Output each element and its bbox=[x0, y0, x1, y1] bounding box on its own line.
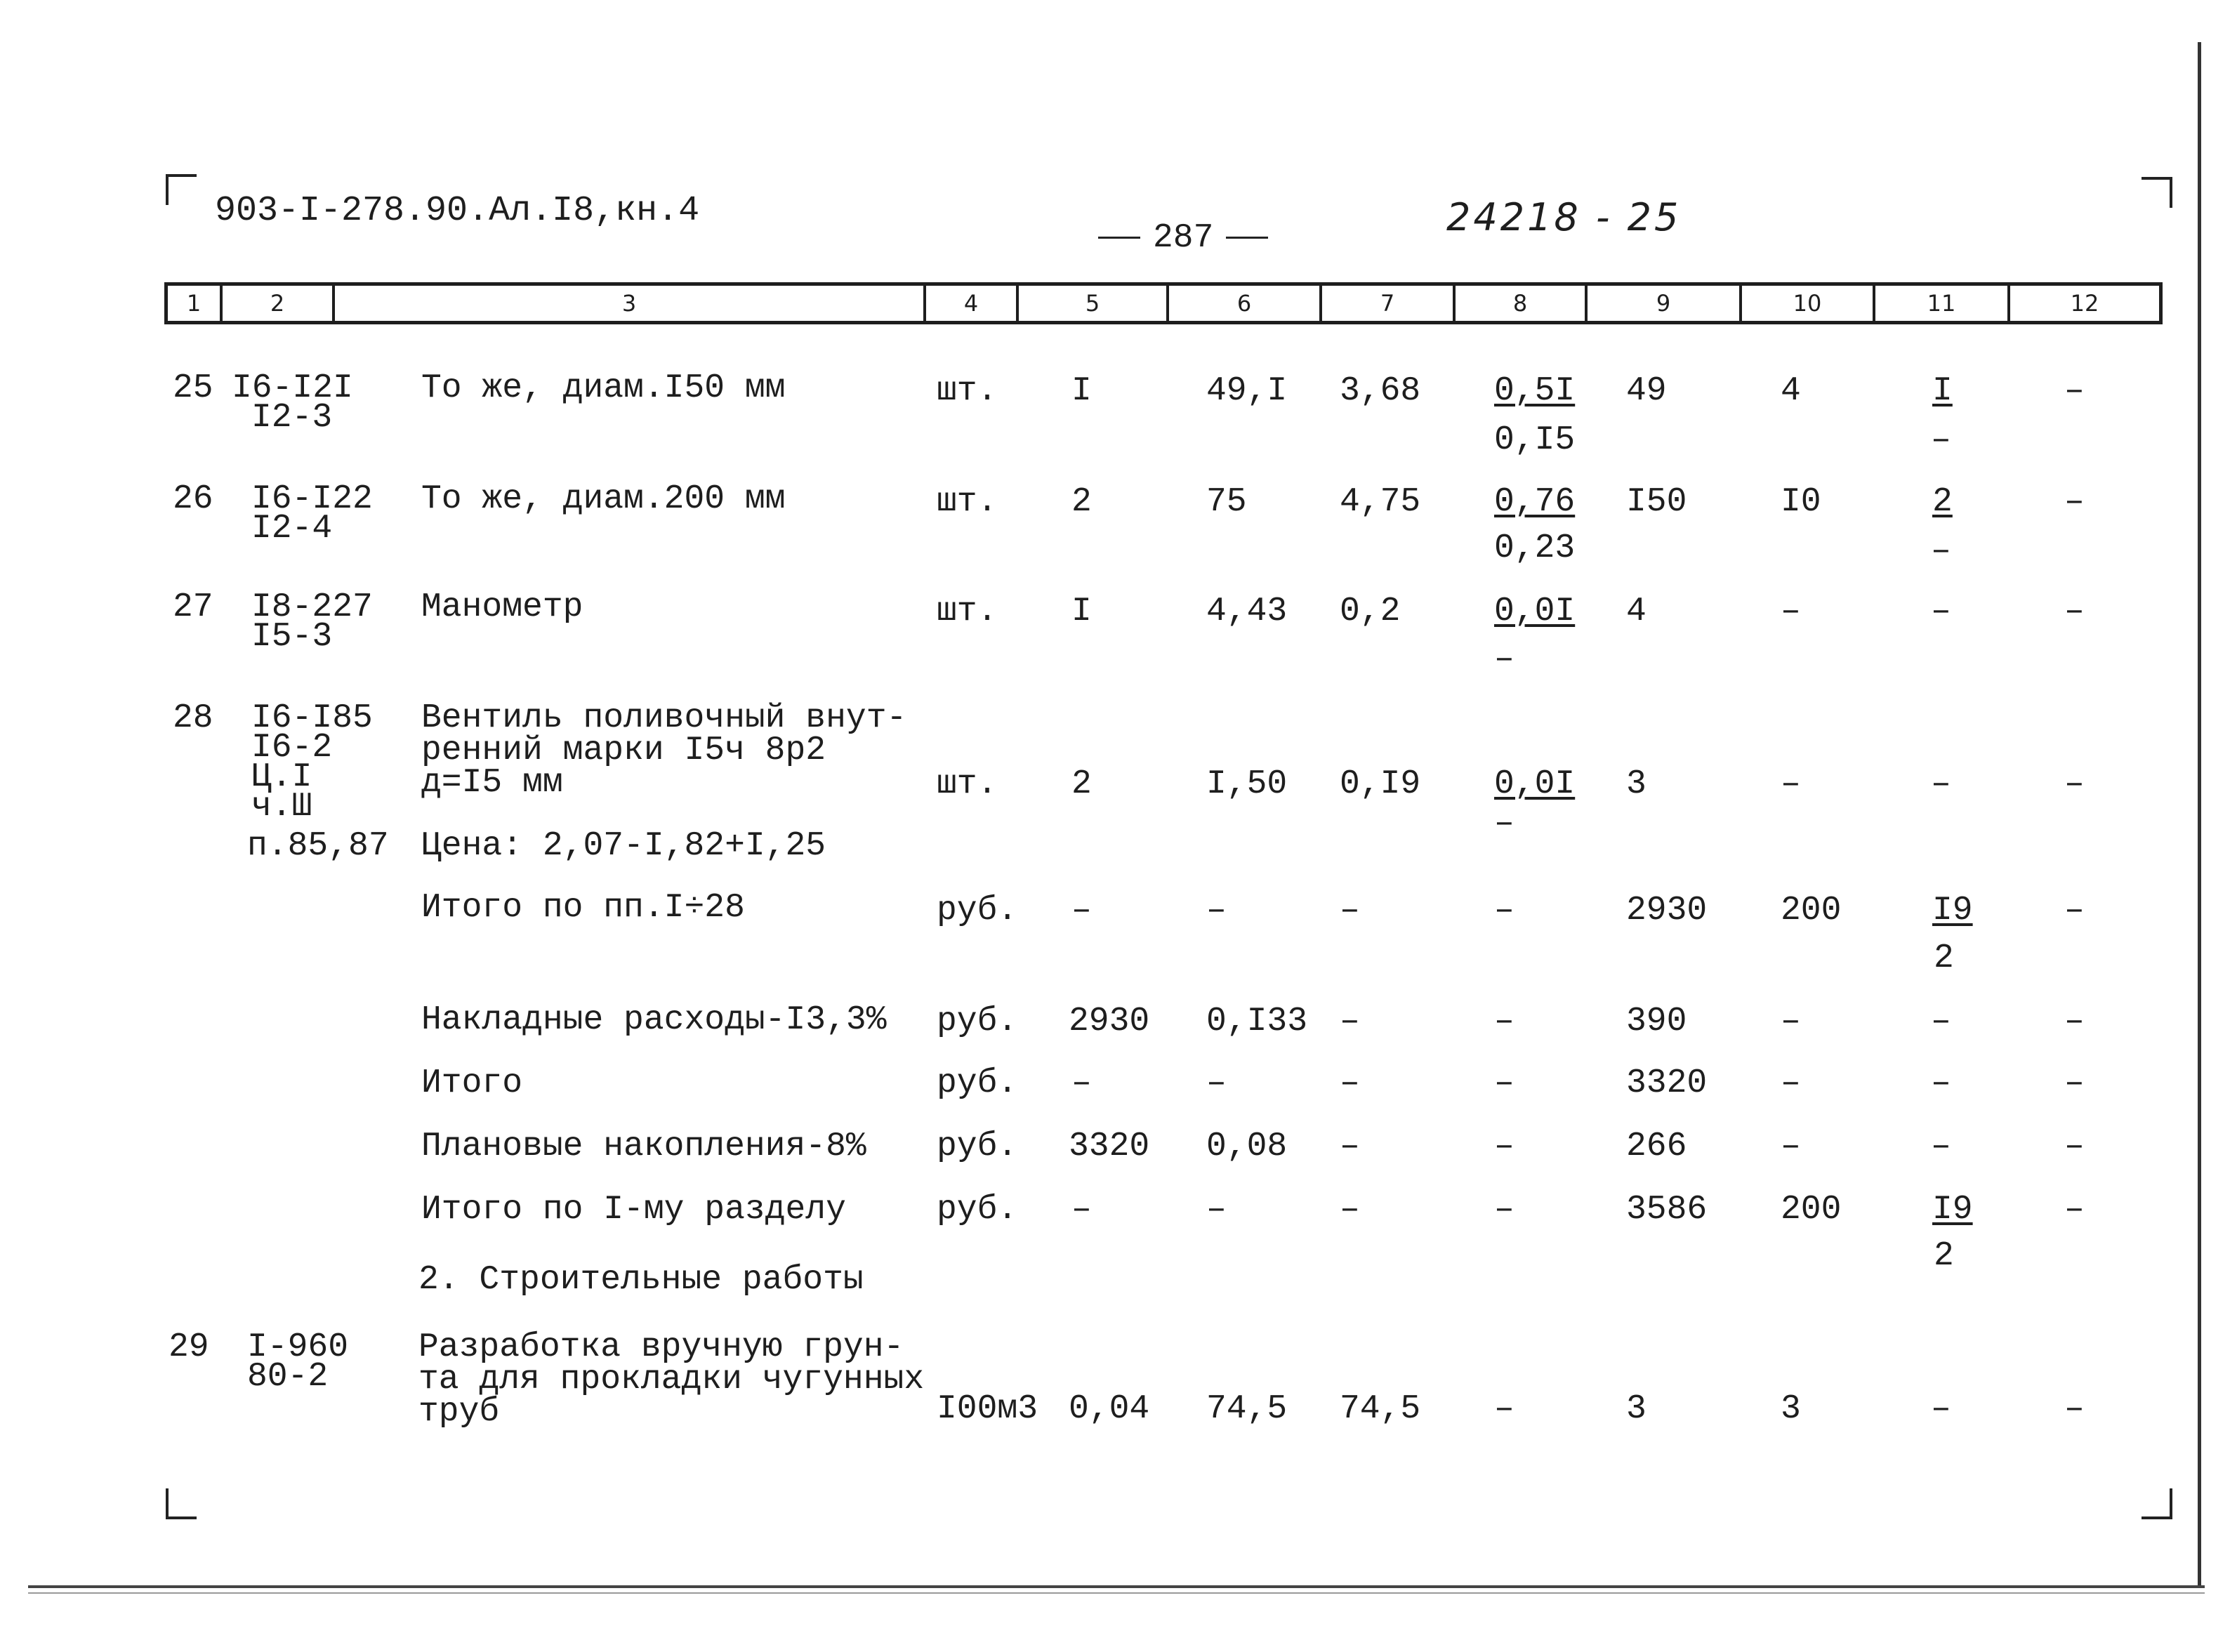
bottom-rule-thin bbox=[28, 1592, 2205, 1594]
col12-value: – bbox=[2064, 1191, 2085, 1229]
corner-mark-bottom-right bbox=[2142, 1488, 2172, 1519]
col7-value: 74,5 bbox=[1340, 1390, 1421, 1428]
col9-value: I50 bbox=[1626, 483, 1687, 521]
page-number-dash-left bbox=[1098, 237, 1140, 239]
col6-value: – bbox=[1206, 892, 1227, 930]
col5-value: – bbox=[1071, 892, 1092, 930]
col8-value: – bbox=[1494, 1003, 1515, 1040]
col7-value: – bbox=[1340, 1128, 1360, 1165]
row-number: 29 bbox=[169, 1328, 209, 1366]
col10-value: 3 bbox=[1781, 1390, 1801, 1428]
column-header-11: 11 bbox=[1875, 286, 2010, 321]
col9-value: 4 bbox=[1626, 593, 1647, 630]
column-header-9: 9 bbox=[1588, 286, 1742, 321]
unit: шт. bbox=[937, 593, 998, 630]
summary-name: Итого bbox=[421, 1064, 523, 1102]
item-name: Вентиль поливочный внут- bbox=[421, 699, 907, 737]
col7-value: – bbox=[1340, 1064, 1360, 1102]
col7-value: – bbox=[1340, 1191, 1360, 1229]
col5-value: – bbox=[1071, 1064, 1092, 1102]
col6-value: I,50 bbox=[1206, 765, 1288, 803]
norm-code: п.85,87 bbox=[247, 827, 389, 865]
col8-value: – bbox=[1494, 1064, 1515, 1102]
item-price: Цена: 2,07-I,82+I,25 bbox=[421, 827, 826, 865]
col11-value-top: I9 bbox=[1932, 892, 1973, 930]
col8-value-bottom: 0,I5 bbox=[1494, 421, 1576, 459]
column-header-3: 3 bbox=[335, 286, 926, 321]
col11-value-bottom: – bbox=[1931, 421, 1951, 459]
col9-value: 3 bbox=[1626, 765, 1647, 803]
col7-value: 3,68 bbox=[1340, 372, 1421, 410]
summary-name: Итого по пп.I÷28 bbox=[421, 889, 745, 927]
col8-value-top: 0,0I bbox=[1494, 593, 1576, 630]
item-name: труб bbox=[418, 1393, 500, 1431]
col11-value: – bbox=[1931, 765, 1951, 803]
quantity: 2 bbox=[1071, 483, 1092, 521]
column-header-7: 7 bbox=[1322, 286, 1456, 321]
section-title: 2. Строительные работы bbox=[418, 1261, 864, 1299]
unit: шт. bbox=[937, 372, 998, 410]
col12-value: – bbox=[2064, 1390, 2085, 1428]
col10-value: – bbox=[1781, 1128, 1801, 1165]
col6-value: 0,I33 bbox=[1206, 1003, 1308, 1040]
col6-value: 75 bbox=[1206, 483, 1247, 521]
item-name: То же, диам.I50 мм bbox=[421, 369, 786, 407]
col8-value-top: 0,5I bbox=[1494, 372, 1576, 410]
col8-value: – bbox=[1494, 892, 1515, 930]
col7-value: 4,75 bbox=[1340, 483, 1421, 521]
col12-value: – bbox=[2064, 372, 2085, 410]
row-number: 25 bbox=[173, 369, 213, 407]
col8-value-bottom: – bbox=[1494, 640, 1515, 678]
col10-value: – bbox=[1781, 765, 1801, 803]
col11-value: – bbox=[1931, 1128, 1951, 1165]
norm-code: 80-2 bbox=[247, 1358, 329, 1396]
page-number bbox=[1085, 219, 1281, 257]
column-header-8: 8 bbox=[1456, 286, 1588, 321]
quantity: 2 bbox=[1071, 765, 1092, 803]
row-number: 27 bbox=[173, 588, 213, 626]
item-name: та для прокладки чугунных bbox=[418, 1361, 925, 1399]
column-header-10: 10 bbox=[1742, 286, 1875, 321]
col11-value-top: I bbox=[1932, 372, 1953, 410]
col12-value: – bbox=[2064, 1128, 2085, 1165]
col10-value: I0 bbox=[1781, 483, 1821, 521]
unit: руб. bbox=[937, 1003, 1018, 1040]
item-name: Разработка вручную грун- bbox=[418, 1328, 904, 1366]
col9-value: 3586 bbox=[1626, 1191, 1708, 1229]
item-name: д=I5 мм bbox=[421, 764, 563, 802]
col6-value: 4,43 bbox=[1206, 593, 1288, 630]
column-header-6: 6 bbox=[1169, 286, 1322, 321]
norm-code: I6-I2I bbox=[232, 369, 353, 407]
norm-code: I-960 bbox=[247, 1328, 349, 1366]
item-name: ренний марки I5ч 8р2 bbox=[421, 732, 826, 769]
col10-value: 200 bbox=[1781, 1191, 1842, 1229]
col6-value: 0,08 bbox=[1206, 1128, 1288, 1165]
col11-value: – bbox=[1931, 593, 1951, 630]
col8-value: – bbox=[1494, 1191, 1515, 1229]
summary-name: Накладные расходы-I3,3% bbox=[421, 1001, 887, 1039]
col9-value: 3320 bbox=[1626, 1064, 1708, 1102]
col10-value: – bbox=[1781, 1064, 1801, 1102]
col11-value-bottom: 2 bbox=[1934, 1237, 1954, 1275]
col8-value-top: 0,0I bbox=[1494, 765, 1576, 803]
col5-value: – bbox=[1071, 1191, 1092, 1229]
item-name: То же, диам.200 мм bbox=[421, 480, 786, 518]
document-code: 903-I-278.90.Ал.I8,кн.4 bbox=[215, 191, 700, 231]
col11-value: – bbox=[1931, 1003, 1951, 1040]
col7-value: – bbox=[1340, 1003, 1360, 1040]
norm-code: I6-2 bbox=[251, 729, 333, 767]
col7-value: 0,I9 bbox=[1340, 765, 1421, 803]
column-header-2: 2 bbox=[223, 286, 335, 321]
unit: руб. bbox=[937, 1191, 1018, 1229]
col12-value: – bbox=[2064, 1064, 2085, 1102]
column-header-1: 1 bbox=[168, 286, 223, 321]
col8-value: – bbox=[1494, 1390, 1515, 1428]
col6-value: – bbox=[1206, 1191, 1227, 1229]
col12-value: – bbox=[2064, 765, 2085, 803]
unit: руб. bbox=[937, 1128, 1018, 1165]
col9-value: 49 bbox=[1626, 372, 1667, 410]
column-header-5: 5 bbox=[1019, 286, 1169, 321]
row-number: 26 bbox=[173, 480, 213, 518]
col12-value: – bbox=[2064, 892, 2085, 930]
col6-value: – bbox=[1206, 1064, 1227, 1102]
col6-value: 49,I bbox=[1206, 372, 1288, 410]
col5-value: 2930 bbox=[1069, 1003, 1150, 1040]
col8-value: – bbox=[1494, 1128, 1515, 1165]
col8-value-top: 0,76 bbox=[1494, 483, 1576, 521]
corner-mark-bottom-left bbox=[166, 1488, 197, 1519]
unit: руб. bbox=[937, 1064, 1018, 1102]
column-header-12: 12 bbox=[2070, 290, 2099, 317]
col9-value: 3 bbox=[1626, 1390, 1647, 1428]
col10-value: – bbox=[1781, 1003, 1801, 1040]
sheet-number-handwritten: 24218 - 25 bbox=[1446, 195, 1682, 239]
col12-value: – bbox=[2064, 593, 2085, 630]
col10-value: – bbox=[1781, 593, 1801, 630]
summary-name: Итого по I-му разделу bbox=[421, 1191, 846, 1229]
norm-code: I2-3 bbox=[251, 399, 333, 437]
col8-value-bottom: – bbox=[1494, 805, 1515, 842]
norm-code: I8-227 bbox=[251, 588, 373, 626]
quantity: I bbox=[1071, 372, 1092, 410]
norm-code: ч.Ш bbox=[251, 788, 312, 826]
col10-value: 4 bbox=[1781, 372, 1801, 410]
bottom-rule bbox=[28, 1585, 2205, 1588]
item-name: Манометр bbox=[421, 588, 583, 626]
col7-value: – bbox=[1340, 892, 1360, 930]
corner-mark-top-left bbox=[166, 174, 197, 205]
col12-value: – bbox=[2064, 1003, 2085, 1040]
quantity: I bbox=[1071, 593, 1092, 630]
corner-mark-top-right bbox=[2142, 177, 2172, 208]
col7-value: 0,2 bbox=[1340, 593, 1401, 630]
row-number: 28 bbox=[173, 699, 213, 737]
page-number-dash-right bbox=[1226, 237, 1268, 239]
quantity: 0,04 bbox=[1069, 1390, 1150, 1428]
column-header-4: 4 bbox=[926, 286, 1019, 321]
column-header-row bbox=[164, 282, 2163, 324]
col9-value: 390 bbox=[1626, 1003, 1687, 1040]
col8-value-bottom: 0,23 bbox=[1494, 529, 1576, 567]
unit: шт. bbox=[937, 483, 998, 521]
col5-value: 3320 bbox=[1069, 1128, 1150, 1165]
norm-code: I5-3 bbox=[251, 618, 333, 656]
norm-code: I6-I85 bbox=[251, 699, 373, 737]
norm-code: I6-I22 bbox=[251, 480, 373, 518]
col9-value: 266 bbox=[1626, 1128, 1687, 1165]
col11-value: – bbox=[1931, 1064, 1951, 1102]
norm-code: Ц.I bbox=[251, 758, 312, 796]
norm-code: I2-4 bbox=[251, 510, 333, 548]
unit: шт. bbox=[937, 765, 998, 803]
unit: руб. bbox=[937, 892, 1018, 930]
col11-value-top: 2 bbox=[1932, 483, 1953, 521]
col10-value: 200 bbox=[1781, 892, 1842, 930]
col6-value: 74,5 bbox=[1206, 1390, 1288, 1428]
summary-name: Плановые накопления-8% bbox=[421, 1128, 866, 1165]
col11-value-top: I9 bbox=[1932, 1191, 1973, 1229]
col11-value-bottom: 2 bbox=[1934, 939, 1954, 977]
col11-value-bottom: – bbox=[1931, 532, 1951, 570]
page-number-text: 287 bbox=[1153, 219, 1214, 257]
col11-value: – bbox=[1931, 1390, 1951, 1428]
page-edge-line bbox=[2198, 42, 2201, 1587]
col9-value: 2930 bbox=[1626, 892, 1708, 930]
col12-value: – bbox=[2064, 483, 2085, 521]
unit: I00м3 bbox=[937, 1390, 1038, 1428]
